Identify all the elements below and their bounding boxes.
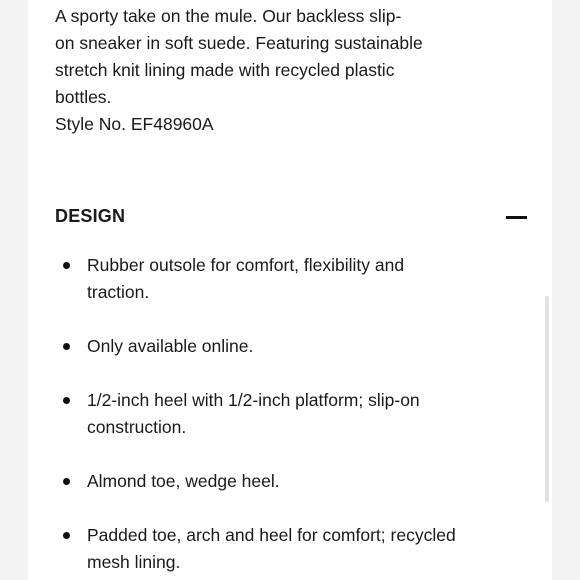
bullet-icon — [63, 262, 70, 269]
list-item-text — [87, 387, 487, 441]
list-item-text — [87, 252, 487, 306]
list-item-line: construction. — [87, 417, 187, 437]
style-number: Style No. EF48960A — [55, 114, 214, 134]
list-item-text — [87, 468, 487, 495]
description-line: stretch knit lining made with recycled plastic — [55, 60, 395, 80]
section-title: DESIGN — [55, 206, 126, 226]
list-item-text — [87, 333, 487, 360]
list-item-text — [87, 522, 487, 576]
list-item-line: Padded toe, arch and heel for comfort; recycled — [87, 525, 456, 545]
list-item-line: traction. — [87, 282, 150, 302]
list-item-line: Only available online. — [87, 336, 254, 356]
list-item-line: Rubber outsole for comfort, flexibility and — [87, 255, 405, 275]
product-details-panel — [28, 0, 552, 580]
description-line: A sporty take on the mule. Our backless slip- — [55, 6, 402, 26]
bullet-icon — [63, 397, 70, 404]
description-line: bottles. — [55, 87, 112, 107]
list-item-line: 1/2-inch heel with 1/2-inch platform; slip-on — [87, 390, 420, 410]
scrollbar[interactable] — [545, 296, 549, 502]
minus-collapse-icon[interactable] — [506, 216, 527, 219]
bullet-icon — [63, 343, 70, 350]
product-description — [55, 3, 505, 138]
list-item-line: Almond toe, wedge heel. — [87, 471, 280, 491]
bullet-icon — [63, 478, 70, 485]
design-section-toggle[interactable] — [55, 203, 527, 233]
bullet-icon — [63, 532, 70, 539]
list-item-line: mesh lining. — [87, 552, 181, 572]
description-line: on sneaker in soft suede. Featuring sustainable — [55, 33, 423, 53]
